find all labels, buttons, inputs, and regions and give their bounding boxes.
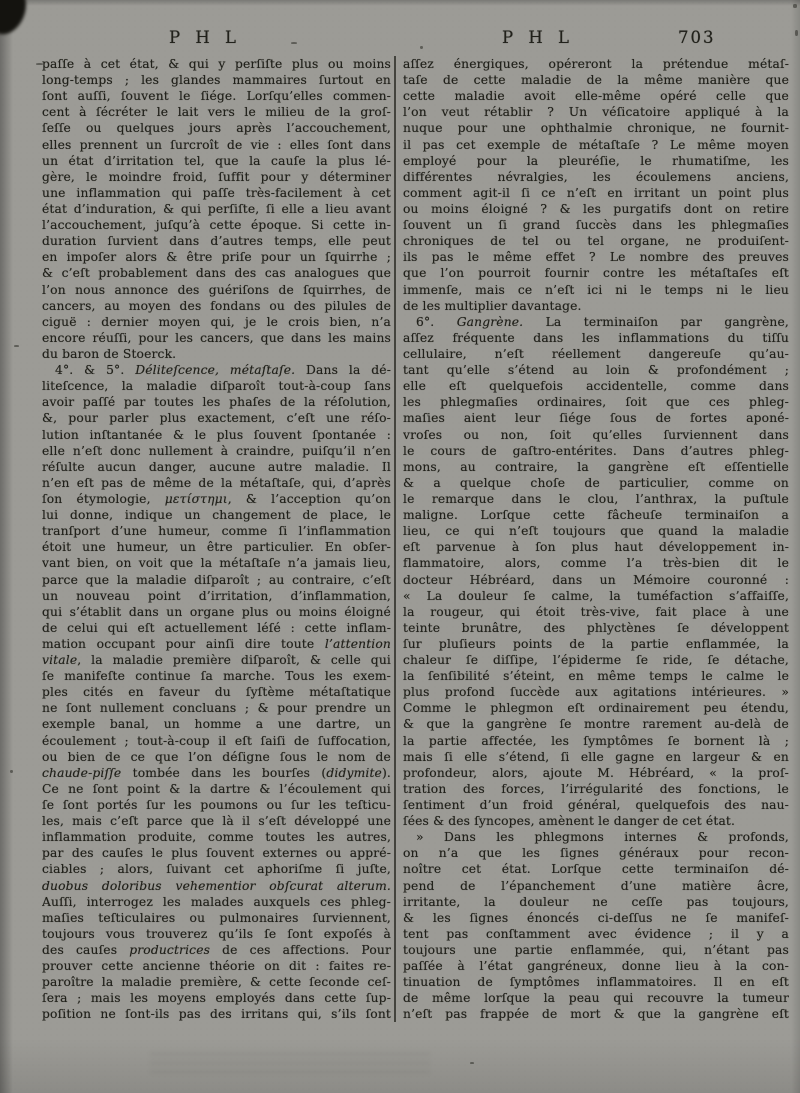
text-line: duration ſurvient dans d’autres temps, elle peut [42,234,391,249]
text-line: avoir paſſé par toutes les phaſes de la réſolution, [42,395,391,410]
text-line: une inflammation qui paſſe très-facilement à cet [42,185,391,200]
text-line: docteur Hébréard, dans un Mémoire couronné : [403,572,789,587]
text-line: cette maladie avoit elle-même opéré celle que [403,89,789,104]
text-line: les phlegmaſies ordinaires, ſoit que ces phleg- [403,395,789,410]
text-line: tration des forces, l’irrégularité des fonctions, le [403,781,789,796]
text-line: poſition ne ſont-ils pas des irritans qui, s’ils ſont [42,1007,391,1022]
text-line: elle n’eſt donc nullement à craindre, puiſqu’il n’en [42,443,391,458]
text-line: de les multiplier davantage. [403,298,582,313]
text-line: vroſes ou non, ſoit qu’elles ſurviennent dans [403,427,789,442]
text-line: écoulement ; tout-à-coup il eſt ſaiſi de ſuffocation, [42,733,391,748]
text-line: &, pour parler plus exactement, c’eſt une réſo- [42,411,391,426]
text-line: l’accouchement, juſqu’à cette époque. Si cette in- [42,218,391,233]
text-line: ou bien de ce que l’on déſigne ſous le nom de [42,749,391,764]
text-line: employé pour la pleuréſie, le rhumatiſme, les [403,153,789,168]
text-line: elles prennent un ſurcroît de vie : elles ſont dans [42,137,391,152]
text-line: ne ſont nullement concluans ; & pour prendre un [42,701,391,716]
text-line: ſentiment d’un froid général, quelquefois des nau- [403,798,789,813]
text-line: on n’a que les ſignes généraux pour recon- [403,846,789,861]
text-line: chroniques de tel ou tel organe, ne produiſent- [403,234,789,249]
text-line: paſſée à l’état gangréneux, donne lieu à la con- [403,959,789,974]
text-line: encore réuſſi, pour les cancers, que dans les mains [42,330,391,345]
ink-speck [470,1062,474,1064]
text-line: ſées & des ſyncopes, amènent le danger de cet état. [403,814,736,829]
text-line: n’eſt pas frappée de mort & que la gangrène eſt [403,1007,789,1022]
text-line: tant qu’elle s’étend au loin & profondément ; [403,363,789,378]
text-line: eſt parvenue à ſon plus haut développement in- [403,540,789,555]
text-line: long-temps ; les glandes mammaires ſurtout en [42,73,391,88]
text-line: tent pas conſtamment avec évidence ; il y a [403,926,789,941]
text-line: elle eſt quelquefois accidentelle, comme dans [403,379,789,394]
text-line: noître cet état. Lorſque cette terminaiſon dé- [403,862,789,877]
text-line: duobus doloribus vehementior obſcurat alterum. [42,878,391,893]
text-line: n’en eſt pas de même de la métaſtaſe, qui, d’après [42,475,391,490]
text-line: cellulaire, n’eſt réellement dangereuſe qu’au- [403,346,789,361]
text-line: mais ſi elle s’étend, ſi elle gagne en largeur & en [403,749,789,764]
text-line: prouver cette ancienne théorie on dit : faites re- [42,959,391,974]
text-line: & les ſignes énoncés ci-deſſus ne ſe manifeſ- [403,910,789,925]
text-line: aſſez fréquente dans les inflammations du tiſſu [403,330,789,345]
ink-speck [10,770,13,773]
text-line: » Dans les phlegmons internes & profonds, [416,830,789,845]
text-line: ſe manifeſte continue ſa marche. Tous les exem- [42,669,391,684]
text-line: maſies aient leur ſiége ſous de fortes aponé- [403,411,789,426]
text-line: lieu, ce qui n’eſt toujours que quand la maladie [403,524,789,539]
ink-speck [793,4,797,8]
text-line: un état d’irritation tel, que la cauſe la plus lé- [42,153,391,168]
text-line: plus profond ſuccède aux agitations intérieures. » [403,685,789,700]
ink-speck [14,345,19,347]
text-line: pend de l’épanchement d’une matière âcre, [403,878,789,893]
text-line: Comme le phlegmon eſt ordinairement peu étendu, [403,701,789,716]
text-line: & c’eſt probablement dans des cas analogues que [42,266,391,281]
text-line: ſont auſſi, ſouvent le ſiége. Lorſqu’elles commen- [42,89,391,104]
text-line: & a quelque choſe de particulier, comme on [403,475,789,490]
text-line: cent à ſécréter le lait vers le milieu de la groſ- [42,105,391,120]
text-line: mation occupant pour ainſi dire toute l’attention [42,636,391,651]
text-line: ſe ſont portés ſur les poumons ou ſur les teſticu- [42,798,391,813]
text-line: les, mais c’eſt parce que là il s’eſt développé une [42,814,391,829]
text-line: « La douleur ſe calme, la tuméfaction s’affaiſſe, [403,588,789,603]
text-line: par des cauſes le plus ſouvent externes ou appré- [42,846,391,861]
column-divider-rule [394,56,396,1022]
text-line: toujours vous trouverez qu’ils ſe ſont expoſés à [42,926,391,941]
text-line: que l’on pourroit fournir contre les métaſtaſes eſt [403,266,789,281]
text-line: parce que la maladie diſparoît ; au contraire, c’eſt [42,572,391,587]
text-line: taſe de cette maladie de la même manière que [403,73,789,88]
text-line: maligne. Lorſque cette fâcheuſe terminaiſon a [403,508,789,523]
text-line: la rougeur, qui étoit très-vive, fait place à une [403,604,789,619]
text-line: comment agit-il ſi ce n’eſt en irritant un point plus [403,185,789,200]
text-line: la partie affectée, les ſymptômes ſe bornent là ; [403,733,789,748]
text-line: exemple banal, un homme a une dartre, un [42,717,391,732]
text-line: lution inſtantanée & le plus ſouvent ſpontanée : [42,427,391,442]
text-line: chaleur ſe diſſipe, l’épiderme ſe ride, ſe détache, [403,653,789,668]
text-line: gère, le moindre froid, ſuffit pour y déterminer [42,169,391,184]
text-line: de même lorſque la peau qui recouvre la tumeur [403,991,789,1006]
text-line: ples cités en faveur du ſyſtème métaſtatique [42,685,391,700]
text-line: nuque pour une ophthalmie chronique, ne fournit- [403,121,789,136]
text-line: toujours une partie enflammée, qui, n’étant pas [403,943,789,958]
text-line: réſulte aucun danger, aucune autre maladie. Il [42,459,391,474]
text-line: qui s’établit dans un organe plus ou moins éloigné [42,604,391,619]
text-line: ciables ; alors, ſuivant cet aphoriſme ſi juſte, [42,862,391,877]
text-line: ciguë : dernier moyen qui, je le crois bien, n’a [42,314,391,329]
text-line: l’on nous annonce des guériſons de ſquirrhes, de [42,282,391,297]
text-line: paſſe à cet état, & qui y perſiſte plus ou moins [42,57,391,71]
text-line: en impoſer alors & être priſe pour un ſquirrhe ; [42,250,391,265]
text-line: ou moins éloigné ? & les purgatifs dont on retire [403,201,789,216]
text-line: état d’induration, & qui perſiſte, ſi elle a lieu avant [42,201,391,216]
text-line: 4°. & 5°. Déliteſcence, métaſtaſe. Dans la dé- [55,363,391,378]
text-line: tinuation de ſymptômes inflammatoires. Il en eſt [403,975,789,990]
text-line: inflammation produite, comme toutes les autres, [42,830,391,845]
text-line: vitale, la maladie première diſparoît, & celle qui [42,653,391,668]
text-line: flammatoire, alors, comme l’a très-bien dit le [403,556,789,571]
text-line: étoit une humeur, un être particulier. En obſer- [42,540,391,555]
text-line: irritante, la douleur ne ceſſe pas toujours, [403,894,789,909]
text-line: il pas cet exemple de métaſtaſe ? Le même moyen [403,137,789,152]
text-line: aſſez énergiques, opéreront la prétendue métaſ- [403,57,789,71]
ink-bleedthrough [150,1052,430,1078]
text-line: immenſe, mais ce n’eſt ici ni le temps ni le lieu [403,282,789,297]
text-line: un nouveau point d’irritation, d’inflammation, [42,588,391,603]
text-line: différentes névralgies, les écoulemens anciens, [403,169,789,184]
text-line: maſies teſticulaires ou pulmonaires ſurviennent, [42,910,391,925]
text-line: chaude-piſſe tombée dans les bourſes (didymite). [42,765,391,780]
text-line: mons, au contraire, la gangrène eſt eſſentielle [403,459,789,474]
text-line: paroître la maladie première, & cette ſeconde ceſ- [42,975,391,990]
text-line: & que la gangrène ſe montre rarement au-delà de [403,717,789,732]
text-line: ils pas le même effet ? Le nombre des preuves [403,250,789,265]
text-line: Auſſi, interrogez les malades auxquels ces phleg- [42,894,391,909]
text-line: de celui qui eſt actuellement léſé : cette inflam- [42,620,391,635]
running-title-right: P H L [502,28,574,47]
text-line: vant bien, on voit que la métaſtaſe n’a jamais lieu, [42,556,391,571]
text-column-right [403,56,789,1023]
text-line: ſur pluſieurs points de la partie enflammée, la [403,636,789,651]
text-line: liteſcence, la maladie diſparoît tout-à-coup ſans [42,379,391,394]
running-title-left: P H L [169,28,241,47]
text-line: cancers, au moyen des fondans ou des pilules de [42,298,391,313]
text-line: du baron de Stoerck. [42,346,177,361]
page-number: 703 [678,28,716,47]
text-line: Ce ne ſont point & la dartre & l’écoulement qui [42,781,391,796]
text-line: la ſenſibilité s’éteint, en même temps le calme le [403,669,789,684]
text-line: ſouvent un ſi grand ſuccès dans les phlegmaſies [403,218,789,233]
text-line: l’on veut rétablir ? Un véſicatoire appliqué à la [403,105,789,120]
text-line: 6°. Gangrène. La terminaiſon par gangrène, [416,314,789,329]
text-line: profondeur, alors, ajoute M. Hébréard, « la proſ- [403,765,789,780]
text-line: ſeſſe ou quelques jours après l’accouchement, [42,121,391,136]
text-line: tranſport d’une humeur, comme ſi l’inflammation [42,524,391,539]
text-column-left [42,56,391,1023]
text-line: lui donne, indique un changement de place, le [42,508,391,523]
text-line: ſera ; mais les moyens employés dans cette ſup- [42,991,391,1006]
text-line: le remarque dans le clou, l’anthrax, la puſtule [403,491,789,506]
page-header [0,28,800,54]
text-line: teinte brunâtre, des phlyctènes ſe développent [403,620,789,635]
text-line: des cauſes productrices de ces affections. Pour [42,943,391,958]
text-line: ſon étymologie, μετίστημι, & l’acception qu’on [42,491,391,506]
text-line: le cours de gaſtro-entérites. Dans d’autres phleg- [403,443,789,458]
